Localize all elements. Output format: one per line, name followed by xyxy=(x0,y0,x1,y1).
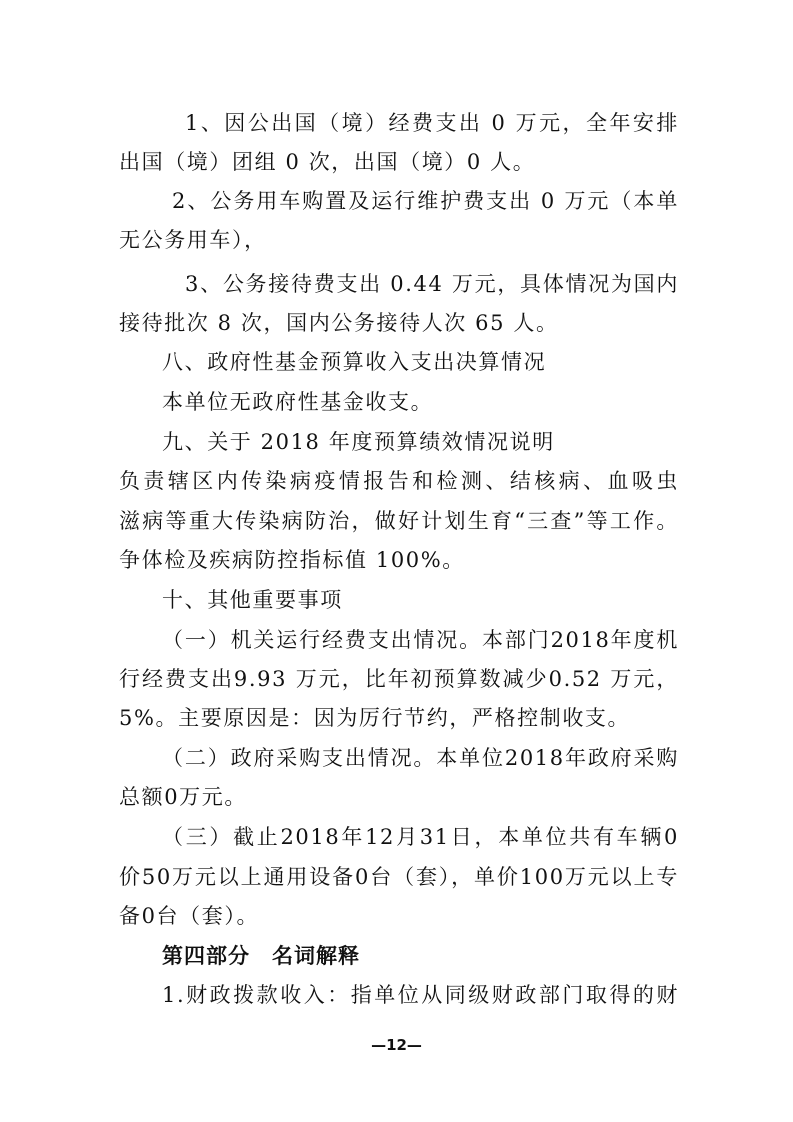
page-number: —12— xyxy=(371,1036,422,1054)
text-line: 无公务用车）， xyxy=(119,228,267,252)
text-line: （三）截止2018年12月31日，本单位共有车辆0 xyxy=(162,825,679,849)
section-heading: 第四部分 名词解释 xyxy=(162,944,360,968)
text-line: 价50万元以上通用设备0台（套），单价100万元以上专 xyxy=(119,865,679,889)
text-line: 本单位无政府性基金收支。 xyxy=(162,390,434,414)
text-line: 出国（境）团组 0 次，出国（境）0 人。 xyxy=(119,150,536,174)
text-line: 滋病等重大传染病防治，做好计划生育“三查”等工作。 xyxy=(119,509,679,533)
text-line: （一）机关运行经费支出情况。本部门2018年度机 xyxy=(162,628,679,652)
text-line: 负责辖区内传染病疫情报告和检测、结核病、血吸虫 xyxy=(119,469,679,493)
text-line: 九、关于 2018 年度预算绩效情况说明 xyxy=(162,430,555,454)
text-line: 八、政府性基金预算收入支出决算情况 xyxy=(162,350,547,374)
text-line: 总额0万元。 xyxy=(119,785,247,809)
text-line: 争体检及疾病防控指标值 100%。 xyxy=(119,548,465,572)
text-line: 行经费支出9.93 万元，比年初预算数减少0.52 万元， xyxy=(119,667,679,691)
text-line: 备0台（套）。 xyxy=(119,904,260,928)
text-line: 1.财政拨款收入：指单位从同级财政部门取得的财 xyxy=(162,983,679,1007)
text-line: 2、公务用车购置及运行维护费支出 0 万元（本单 xyxy=(172,189,679,213)
text-line: 十、其他重要事项 xyxy=(162,588,343,612)
text-line: 接待批次 8 次，国内公务接待人次 65 人。 xyxy=(119,311,559,335)
text-line: 5%。主要原因是：因为厉行节约，严格控制收支。 xyxy=(119,706,631,730)
text-line: （二）政府采购支出情况。本单位2018年政府采购 xyxy=(162,746,679,770)
text-line: 3、公务接待费支出 0.44 万元，具体情况为国内 xyxy=(185,272,679,296)
text-line: 1、因公出国（境）经费支出 0 万元，全年安排 xyxy=(185,111,679,135)
